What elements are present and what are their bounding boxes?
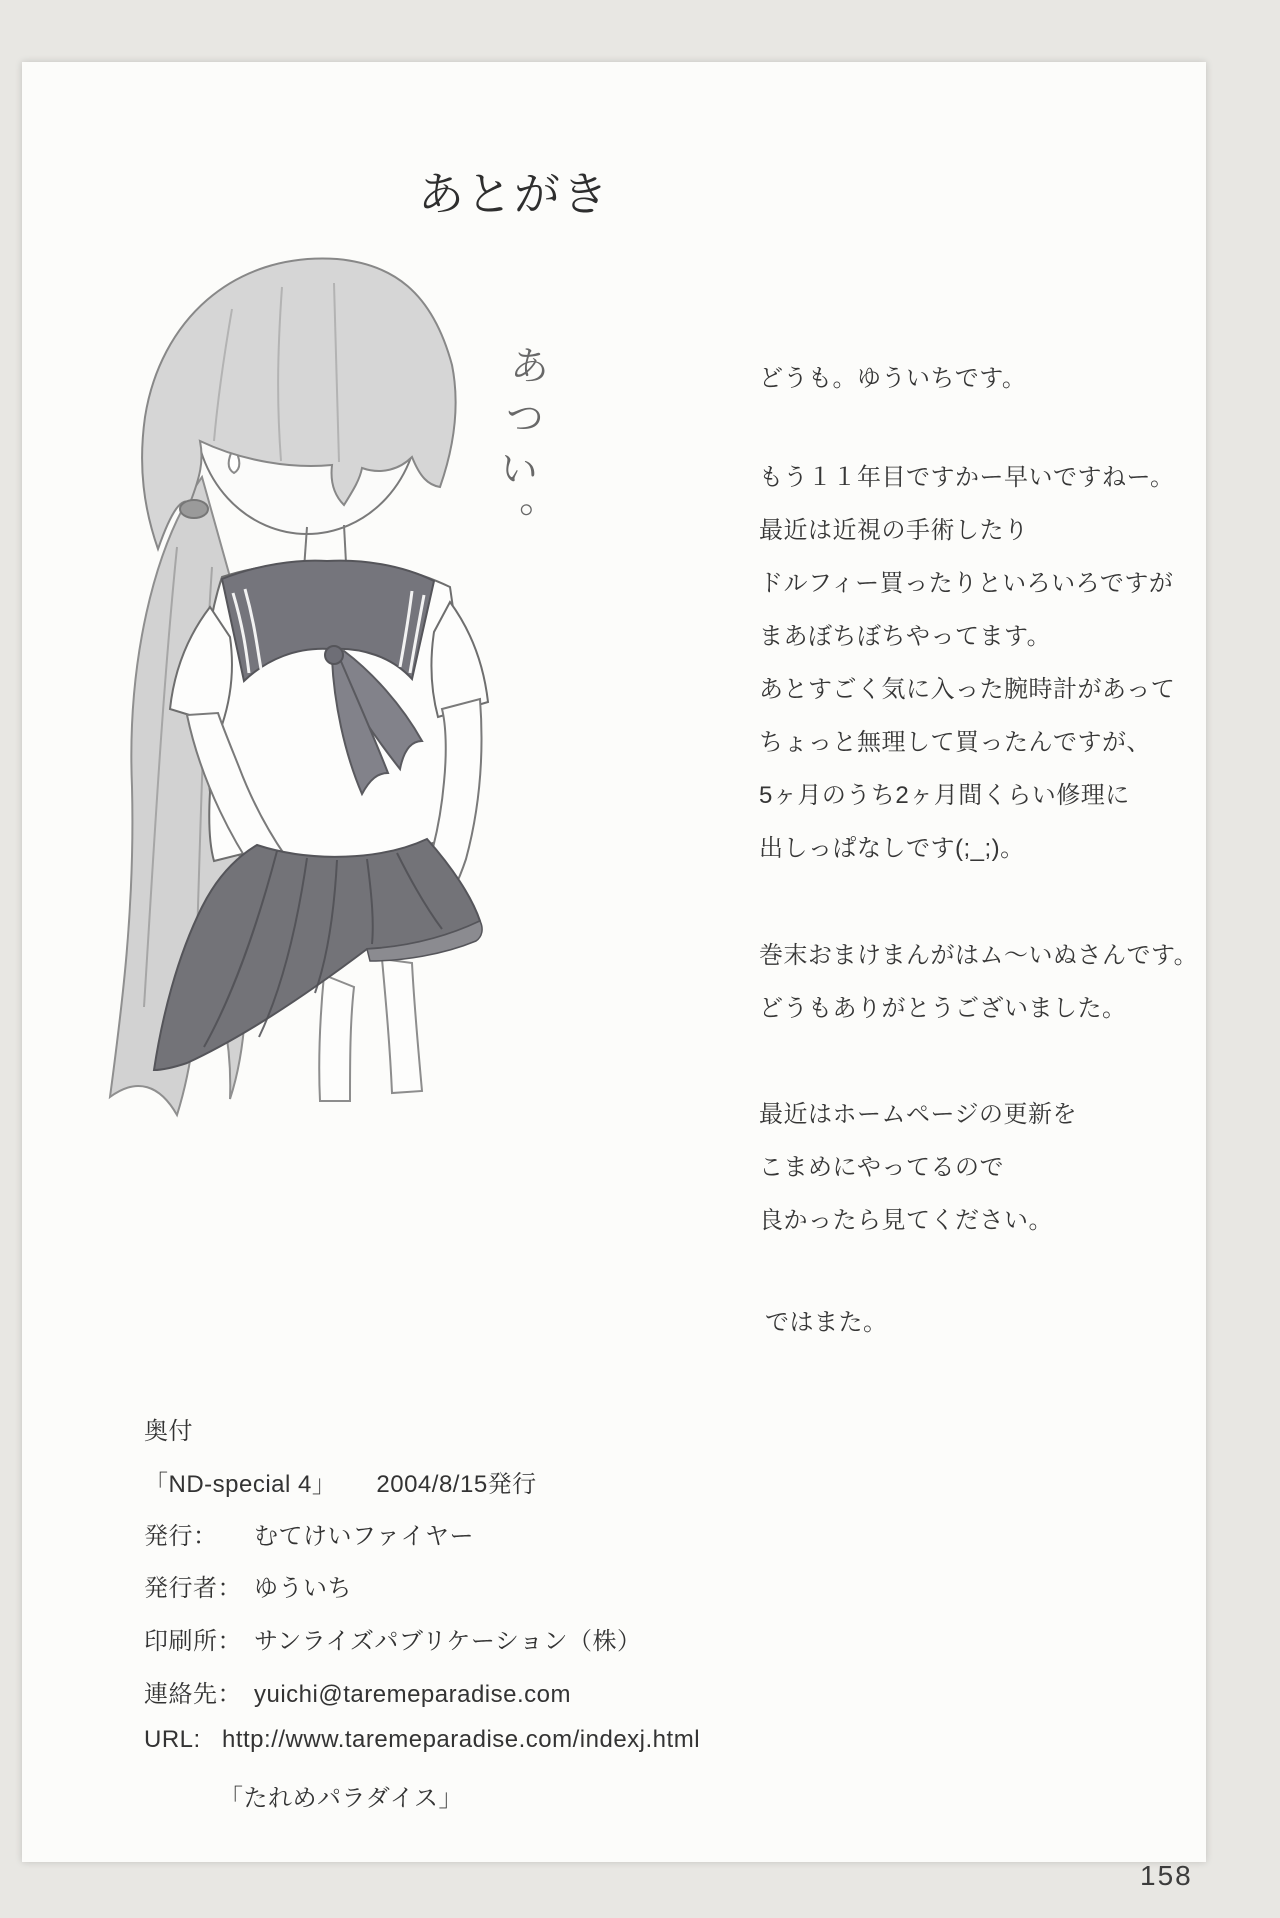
colophon-site-name: 「たれめパラダイス」 — [219, 1785, 464, 1812]
hair-tie — [180, 500, 208, 518]
colophon-row-author — [144, 1568, 352, 1603]
colophon-row-value: むてけいファイヤー — [254, 1523, 475, 1550]
handwritten-note: あつい。 — [485, 342, 551, 554]
afterword-closing — [765, 1296, 888, 1349]
colophon-book-title: 「ND-special 4」 — [144, 1471, 337, 1498]
colophon-row-value: http://www.taremeparadise.com/indexj.html — [222, 1726, 701, 1753]
afterword-paragraph-thanks — [759, 929, 1198, 1035]
afterword-line: 良かったら見てください。 — [759, 1207, 1053, 1234]
afterword-line: 出しっぱなしです(;_;)。 — [759, 835, 1025, 862]
page-number: 158 — [1140, 1860, 1193, 1891]
colophon-row-label: 発行者： — [144, 1575, 242, 1602]
colophon-row-publisher — [144, 1516, 474, 1551]
colophon-heading: 奥付 — [144, 1418, 193, 1445]
colophon-publish-date: 2004/8/15発行 — [376, 1471, 537, 1498]
colophon-row-value: yuichi@taremeparadise.com — [254, 1681, 571, 1708]
afterword-line: あとすごく気に入った腕時計があって — [759, 676, 1176, 703]
colophon-row-label: URL: — [144, 1726, 201, 1753]
colophon-row-contact — [144, 1674, 571, 1709]
afterword-line: 巻末おまけまんがはム～いぬさんです。 — [759, 942, 1199, 969]
colophon-row-value: ゆういち — [254, 1575, 352, 1602]
colophon-row-value: サンライズパブリケーション（株） — [254, 1628, 642, 1655]
afterword-line: 5ヶ月のうち2ヶ月間くらい修理に — [759, 782, 1130, 809]
afterword-line: もう１１年目ですかー早いですねー。 — [759, 464, 1175, 491]
afterword-line: 最近は近視の手術したり — [759, 517, 1029, 544]
afterword-line: どうも。ゆういちです。 — [759, 365, 1027, 392]
colophon-title-row — [144, 1464, 537, 1499]
colophon-row-label: 連絡先： — [144, 1681, 242, 1708]
afterword-line: ドルフィー買ったりといろいろですが — [759, 570, 1174, 597]
afterword-line: ではまた。 — [765, 1309, 888, 1336]
afterword-line: まあぼちぼちやってます。 — [759, 623, 1052, 650]
girl-sketch-illustration — [82, 247, 642, 1147]
colophon-row-label: 印刷所： — [144, 1628, 242, 1655]
colophon-row-url — [144, 1726, 700, 1754]
afterword-line: 最近はホームページの更新を — [759, 1101, 1078, 1128]
afterword-line: どうもありがとうございました。 — [759, 995, 1127, 1022]
page-title: あとがき — [418, 168, 610, 220]
afterword-greeting — [759, 352, 1026, 405]
legs — [319, 959, 422, 1101]
afterword-paragraph-site — [759, 1088, 1077, 1247]
colophon-row-label: 発行： — [144, 1523, 218, 1550]
afterword-line: こまめにやってるので — [759, 1154, 1004, 1181]
scanned-page — [22, 62, 1206, 1891]
colophon-row-printer — [144, 1621, 641, 1656]
afterword-line: ちょっと無理して買ったんですが、 — [759, 729, 1151, 756]
afterword-paragraph-main — [759, 451, 1175, 875]
